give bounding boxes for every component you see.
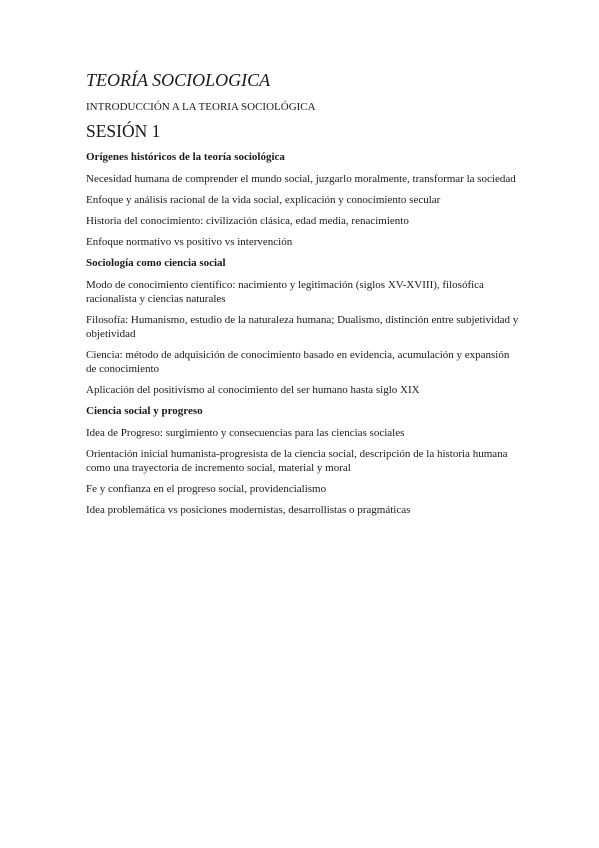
section-sociologia (86, 256, 522, 397)
paragraph: Enfoque y análisis racional de la vida social, explicación y conocimiento secular (86, 194, 441, 206)
paragraph: Aplicación del positivismo al conocimiento del ser humano hasta siglo XIX (86, 384, 420, 396)
session-title: SESIÓN 1 (86, 121, 161, 141)
section-heading: Orígenes históricos de la teoría sociológica (86, 151, 285, 163)
paragraph: Necesidad humana de comprender el mundo social, juzgarlo moralmente, transformar la sociedad (86, 173, 516, 185)
paragraph: Modo de conocimiento científico: nacimiento y legitimación (siglos XV-XVIII), filosófica racionalista y ciencias naturales (86, 279, 484, 305)
paragraph: Idea problemática vs posiciones modernistas, desarrollistas o pragmáticas (86, 504, 411, 516)
paragraph: Filosofía: Humanismo, estudio de la naturaleza humana; Dualismo, distinción entre subjetividad y objetividad (86, 314, 519, 340)
paragraph: Idea de Progreso: surgimiento y consecuencias para las ciencias sociales (86, 427, 405, 439)
paragraph: Orientación inicial humanista-progresista de la ciencia social, descripción de la historia humana como una trayectoria de incremento social, material y moral (86, 448, 508, 474)
paragraph: Ciencia: método de adquisición de conocimiento basado en evidencia, acumulación y expansión de conocimiento (86, 349, 510, 375)
paragraph: Fe y confianza en el progreso social, providencialismo (86, 483, 327, 495)
section-progreso (86, 404, 522, 517)
section-heading: Ciencia social y progreso (86, 405, 203, 417)
document-subtitle: INTRODUCCIÓN A LA TEORIA SOCIOLÓGICA (86, 101, 316, 113)
document-title: TEORÍA SOCIOLOGICA (86, 70, 271, 90)
section-origenes (86, 150, 522, 249)
paragraph: Enfoque normativo vs positivo vs intervención (86, 236, 293, 248)
section-heading: Sociología como ciencia social (86, 257, 226, 269)
document-body (86, 70, 522, 524)
paragraph: Historia del conocimiento: civilización clásica, edad media, renacimiento (86, 215, 409, 227)
